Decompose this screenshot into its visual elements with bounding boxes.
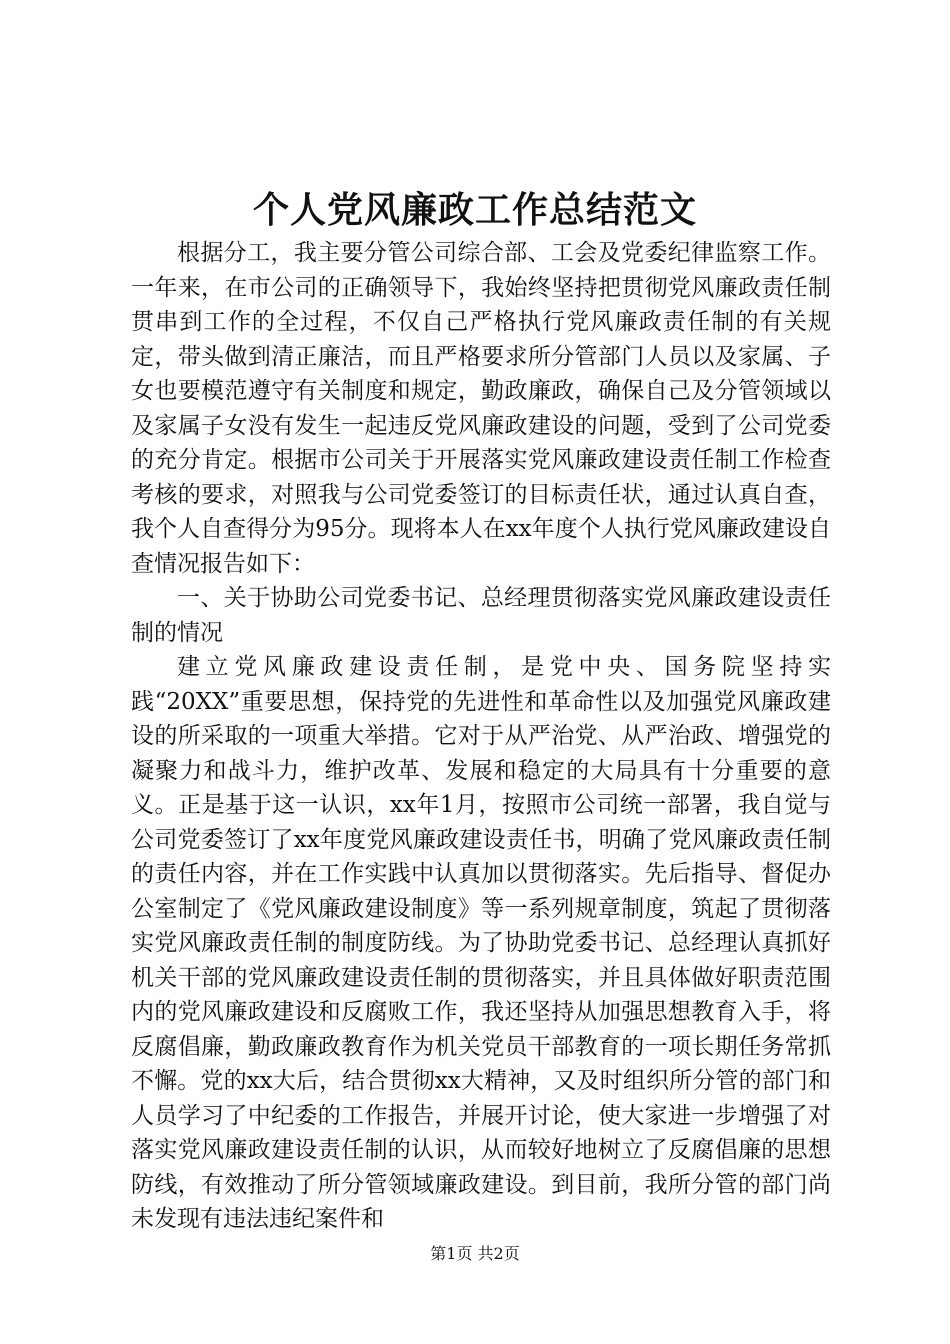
paragraph-intro: 根据分工，我主要分管公司综合部、工会及党委纪律监察工作。一年来，在市公司的正确领导下，我始终坚持把贯彻党风廉政责任制贯串到工作的全过程，不仅自己严格执行党风廉政责任制的有关规定，带头做到清正廉洁，而且严格要求所分管部门人员以及家属、子女也要模范遵守有关制度和规定，勤政廉政，确保自己及分管领域以及家属子女没有发生一起违反党风廉政建设的问题，受到了公司党委的充分肯定。根据市公司关于开展落实党风廉政建设责任制工作检查考核的要求，对照我与公司党委签订的目标责任状，通过认真自查，我个人自查得分为95分。现将本人在xx年度个人执行党风廉政建设自查情况报告如下： bbox=[131, 240, 831, 577]
page-number-footer: 第1页 共2页 bbox=[430, 1244, 520, 1263]
document-body bbox=[131, 236, 831, 1237]
section-heading-1: 一、关于协助公司党委书记、总经理贯彻落实党风廉政建设责任制的情况 bbox=[131, 585, 831, 646]
paragraph-section-1: 建立党风廉政建设责任制，是党中央、国务院坚持实践“20XX”重要思想，保持党的先进性和革命性以及加强党风廉政建设的所采取的一项重大举措。它对于从严治党、从严治政、增强党的凝聚力和战斗力，维护改革、发展和稳定的大局具有十分重要的意义。正是基于这一认识，xx年1月，按照市公司统一部署，我自觉与公司党委签订了xx年度党风廉政建设责任书，明确了党风廉政责任制的责任内容，并在工作实践中认真加以贯彻落实。先后指导、督促办公室制定了《党风廉政建设制度》等一系列规章制度，筑起了贯彻落实党风廉政责任制的制度防线。为了协助党委书记、总经理认真抓好机关干部的党风廉政建设责任制的贯彻落实，并且具体做好职责范围内的党风廉政建设和反腐败工作，我还坚持从加强思想教育入手，将反腐倡廉，勤政廉政教育作为机关党员干部教育的一项长期任务常抓不懈。党的xx大后，结合贯彻xx大精神，又及时组织所分管的部门和人员学习了中纪委的工作报告，并展开讨论，使大家进一步增强了对落实党风廉政建设责任制的认识，从而较好地树立了反腐倡廉的思想防线，有效推动了所分管领域廉政建设。到目前，我所分管的部门尚未发现有违法违纪案件和 bbox=[131, 654, 831, 1232]
document-title: 个人党风廉政工作总结范文 bbox=[252, 189, 697, 231]
